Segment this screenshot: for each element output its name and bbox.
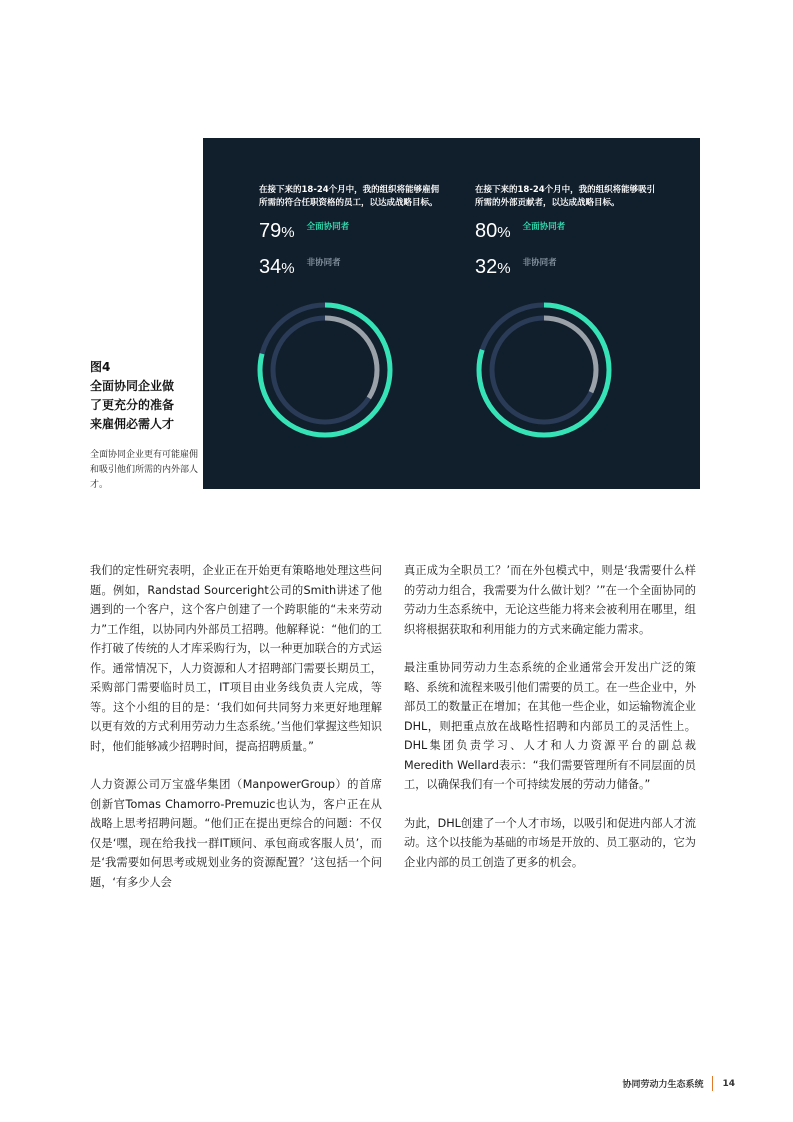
percent-sign: %	[497, 260, 511, 277]
page-number: 14	[722, 1078, 735, 1089]
body-paragraph: 我们的定性研究表明，企业正在开始更有策略地处理这些问题。例如，Randstad Sourceright公司的Smith讲述了他遇到的一个客户，这个客户创建了一个跨职能的“未来劳动力”工作组，以协同内外部员工招聘。他解释说：“他们的工作打破了传统的人才库采购行为，以一种更加联合的方式运作。通常情况下，人力资源和人才招聘部门需要长期员工，采购部门需要临时员工，IT项目由业务线负责人完成，等等。这个小组的目的是：‘我们如何共同努力来更好地理解以更有效的方式利用劳动力生态系统。’当他们掌握这些知识时，他们能够减少招聘时间，提高招聘质量。”	[90, 564, 382, 753]
figure-caption	[90, 358, 200, 493]
full-label: 全面协同者	[522, 222, 566, 232]
body-paragraph: 人力资源公司万宝盛华集团（ManpowerGroup）的首席创新官Tomas Chamorro-Premuzic也认为，客户正在从战略上思考招聘问题。“他们正在提出更综合的问题：不仅仅是‘嘿，现在给我找一群IT顾问、承包商或客服人员’，而是‘我需要如何思考或规划业务的资源配置？’这包括一个问题，‘有多少人会	[90, 778, 382, 889]
non-label: 非协同者	[306, 258, 341, 268]
stat-block-attract	[475, 184, 675, 282]
non-value: 32	[475, 256, 498, 278]
stat-question: 在接下来的18-24个月中，我的组织将能够雇佣所需的符合任职资格的员工，以达成战略目标。	[259, 185, 440, 208]
stat-row-non	[259, 256, 459, 282]
non-label: 非协同者	[522, 258, 557, 268]
figure-title-line: 来雇佣必需人才	[90, 417, 175, 431]
body-column-left	[90, 561, 382, 911]
stat-block-hire	[259, 184, 459, 282]
full-value: 79	[259, 220, 282, 242]
body-paragraph: 为此，DHL创建了一个人才市场，以吸引和促进内部人才流动。这个以技能为基础的市场是开放的、员工驱动的，它为企业内部的员工创造了更多的机会。	[404, 816, 696, 869]
donut-chart-hire	[255, 300, 395, 440]
footer-section-title: 协同劳动力生态系统	[622, 1080, 704, 1090]
stat-row-full	[475, 220, 675, 246]
full-label: 全面协同者	[306, 222, 350, 232]
figure-title	[90, 377, 200, 434]
figure-description: 全面协同企业更有可能雇佣和吸引他们所需的内外部人才。	[90, 450, 199, 490]
body-column-right	[404, 561, 696, 891]
body-paragraph: 真正成为全职员工？’而在外包模式中，则是‘我需要什么样的劳动力组合，我需要为什么做计划？’”在一个全面协同的劳动力生态系统中，无论这些能力将来会被利用在哪里，组织将根据获取和利用能力的方式来确定能力需求。	[404, 564, 696, 636]
body-paragraph: 最注重协同劳动力生态系统的企业通常会开发出广泛的策略、系统和流程来吸引他们需要的员工。在一些企业中，外部员工的数量正在增加；在其他一些企业，如运输物流企业DHL，则把重点放在战略性招聘和内部员工的灵活性上。DHL集团负责学习、人才和人力资源平台的副总裁Meredith Wellard表示：“我们需要管理所有不同层面的员工，以确保我们有一个可持续发展的劳动力储备。”	[404, 661, 696, 791]
percent-sign: %	[281, 260, 295, 277]
percent-sign: %	[497, 224, 511, 241]
figure-title-line: 了更充分的准备	[90, 398, 175, 412]
stat-question: 在接下来的18-24个月中，我的组织将能够吸引所需的外部贡献者，以达成战略目标。	[475, 185, 656, 208]
percent-sign: %	[281, 224, 295, 241]
figure-panel	[203, 138, 700, 489]
page-footer	[622, 1076, 735, 1091]
non-value: 34	[259, 256, 282, 278]
figure-title-line: 全面协同企业做	[90, 379, 175, 393]
donut-chart-attract	[474, 300, 614, 440]
stat-row-non	[475, 256, 675, 282]
footer-divider	[712, 1076, 713, 1091]
full-value: 80	[475, 220, 498, 242]
stat-row-full	[259, 220, 459, 246]
figure-label: 图4	[90, 360, 111, 374]
